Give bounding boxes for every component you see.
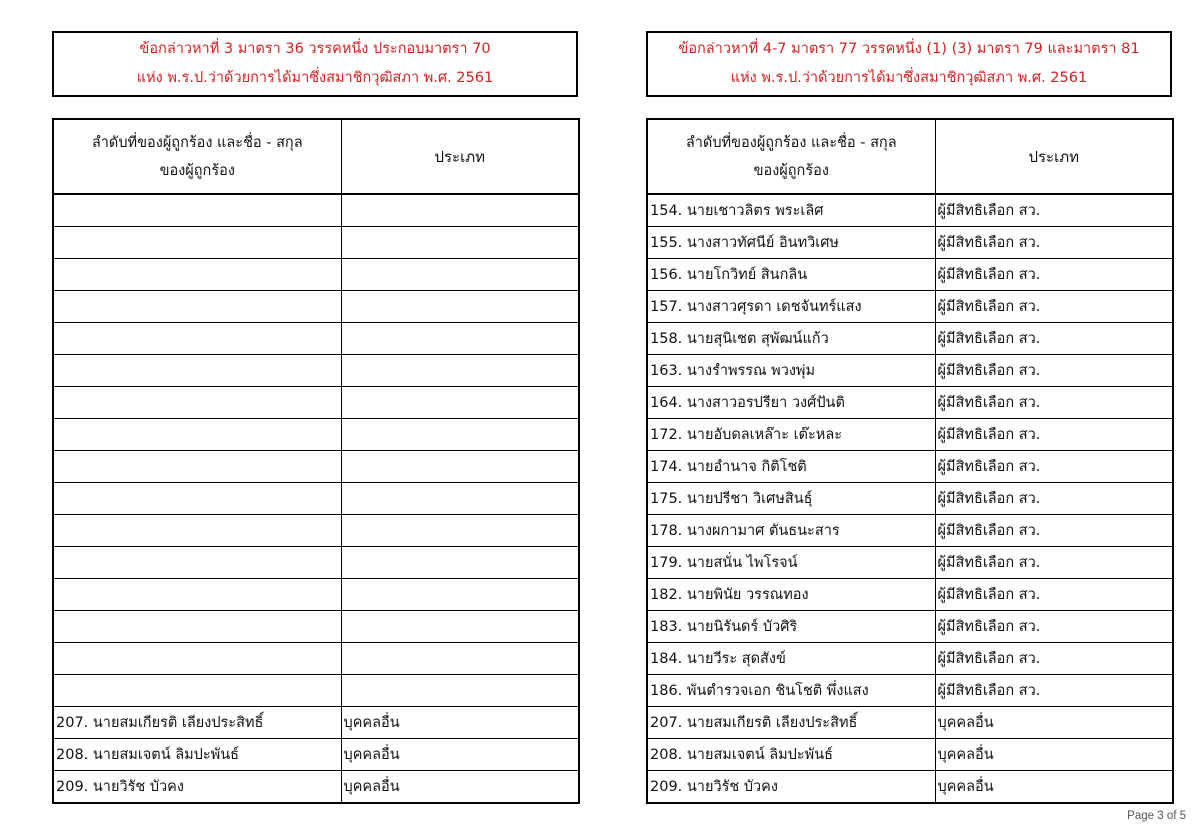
table-row bbox=[53, 675, 579, 707]
respondent-name-cell bbox=[53, 355, 341, 387]
respondent-name-cell: 207. นายสมเกียรติ เลียงประสิทธิ์ bbox=[53, 707, 341, 739]
respondent-type-cell: บุคคลอื่น bbox=[935, 771, 1173, 804]
table-row bbox=[647, 291, 1173, 323]
respondent-name-cell bbox=[53, 387, 341, 419]
respondent-name-cell bbox=[53, 194, 341, 227]
left-header-line-2: แห่ง พ.ร.ป.ว่าด้วยการได้มาซึ่งสมาชิกวุฒิสภา พ.ศ. 2561 bbox=[136, 70, 494, 86]
table-row bbox=[53, 515, 579, 547]
respondent-type-cell: บุคคลอื่น bbox=[341, 739, 579, 771]
respondent-type-cell: ผู้มีสิทธิเลือก สว. bbox=[935, 547, 1173, 579]
respondent-name-cell bbox=[53, 515, 341, 547]
respondent-type-cell bbox=[341, 291, 579, 323]
respondent-name-cell: 172. นายอับดลเหล๊าะ เต๊ะหละ bbox=[647, 419, 935, 451]
respondent-name-cell bbox=[53, 227, 341, 259]
respondent-type-cell bbox=[341, 643, 579, 675]
respondent-name-cell: 183. นายนิรันดร์ บัวศิริ bbox=[647, 611, 935, 643]
table-row bbox=[647, 227, 1173, 259]
respondent-type-cell: ผู้มีสิทธิเลือก สว. bbox=[935, 355, 1173, 387]
respondent-name-cell bbox=[53, 291, 341, 323]
respondent-type-cell bbox=[341, 194, 579, 227]
name-column-header-line-1: ลำดับที่ของผู้ถูกร้อง และชื่อ - สกุล bbox=[91, 134, 303, 151]
respondent-name-cell bbox=[53, 483, 341, 515]
table-row bbox=[53, 611, 579, 643]
respondent-name-cell: 209. นายวิรัช บัวคง bbox=[647, 771, 935, 804]
respondent-type-cell: ผู้มีสิทธิเลือก สว. bbox=[935, 227, 1173, 259]
table-row bbox=[647, 259, 1173, 291]
respondent-type-cell: บุคคลอื่น bbox=[341, 771, 579, 804]
table-row bbox=[647, 355, 1173, 387]
table-row bbox=[53, 579, 579, 611]
respondent-type-cell: ผู้มีสิทธิเลือก สว. bbox=[935, 611, 1173, 643]
table-row bbox=[647, 547, 1173, 579]
table-row bbox=[53, 451, 579, 483]
respondent-type-cell bbox=[341, 611, 579, 643]
respondent-type-cell bbox=[341, 323, 579, 355]
respondent-type-cell: ผู้มีสิทธิเลือก สว. bbox=[935, 483, 1173, 515]
respondent-name-cell: 155. นางสาวทัศนีย์ อินทวิเศษ bbox=[647, 227, 935, 259]
name-column-header bbox=[53, 119, 341, 194]
left-allegation-header bbox=[52, 31, 578, 97]
table-row bbox=[53, 387, 579, 419]
table-row bbox=[647, 643, 1173, 675]
respondent-name-cell: 209. นายวิรัช บัวคง bbox=[53, 771, 341, 804]
respondent-type-cell: ผู้มีสิทธิเลือก สว. bbox=[935, 515, 1173, 547]
table-row bbox=[53, 483, 579, 515]
respondent-name-cell bbox=[53, 675, 341, 707]
table-row bbox=[647, 419, 1173, 451]
table-row bbox=[647, 771, 1173, 804]
respondent-name-cell: 158. นายสุนิเชต สุพัฒน์แก้ว bbox=[647, 323, 935, 355]
left-respondent-table bbox=[52, 118, 580, 804]
respondent-name-cell: 182. นายพินัย วรรณทอง bbox=[647, 579, 935, 611]
respondent-name-cell: 164. นางสาวอรปรียา วงศ์ปันติ bbox=[647, 387, 935, 419]
page-number: Page 3 of 5 bbox=[1127, 810, 1186, 822]
table-row bbox=[647, 707, 1173, 739]
respondent-type-cell: บุคคลอื่น bbox=[341, 707, 579, 739]
name-column-header bbox=[647, 119, 935, 194]
respondent-name-cell: 208. นายสมเจตน์ ลิมปะพันธ์ bbox=[647, 739, 935, 771]
respondent-type-cell: ผู้มีสิทธิเลือก สว. bbox=[935, 579, 1173, 611]
name-column-header-line-2: ของผู้ถูกร้อง bbox=[159, 162, 235, 179]
right-allegation-header bbox=[646, 31, 1172, 97]
table-header-row bbox=[647, 119, 1173, 194]
table-row bbox=[53, 194, 579, 227]
respondent-type-cell: ผู้มีสิทธิเลือก สว. bbox=[935, 387, 1173, 419]
table-row bbox=[647, 675, 1173, 707]
table-row bbox=[53, 643, 579, 675]
table-row bbox=[647, 483, 1173, 515]
table-row bbox=[53, 739, 579, 771]
table-row bbox=[53, 291, 579, 323]
table-row bbox=[647, 579, 1173, 611]
table-row bbox=[647, 739, 1173, 771]
respondent-name-cell: 154. นายเชาวลิตร พระเลิศ bbox=[647, 194, 935, 227]
respondent-name-cell: 174. นายอำนาจ กิติโชติ bbox=[647, 451, 935, 483]
respondent-type-cell: ผู้มีสิทธิเลือก สว. bbox=[935, 451, 1173, 483]
right-respondent-table bbox=[646, 118, 1174, 804]
respondent-name-cell: 208. นายสมเจตน์ ลิมปะพันธ์ bbox=[53, 739, 341, 771]
respondent-name-cell bbox=[53, 323, 341, 355]
name-column-header-line-2: ของผู้ถูกร้อง bbox=[753, 162, 829, 179]
table-row bbox=[53, 547, 579, 579]
respondent-type-cell bbox=[341, 515, 579, 547]
respondent-name-cell: 184. นายวีระ สุดสังข์ bbox=[647, 643, 935, 675]
table-row bbox=[53, 771, 579, 804]
table-row bbox=[53, 419, 579, 451]
respondent-type-cell: ผู้มีสิทธิเลือก สว. bbox=[935, 259, 1173, 291]
respondent-name-cell bbox=[53, 611, 341, 643]
respondent-name-cell bbox=[53, 419, 341, 451]
respondent-type-cell bbox=[341, 579, 579, 611]
table-row bbox=[53, 259, 579, 291]
table-row bbox=[53, 355, 579, 387]
table-row bbox=[647, 451, 1173, 483]
name-column-header-line-1: ลำดับที่ของผู้ถูกร้อง และชื่อ - สกุล bbox=[685, 134, 897, 151]
respondent-name-cell bbox=[53, 579, 341, 611]
table-header-row bbox=[53, 119, 579, 194]
respondent-type-cell: ผู้มีสิทธิเลือก สว. bbox=[935, 323, 1173, 355]
respondent-type-cell bbox=[341, 259, 579, 291]
respondent-name-cell: 179. นายสนั่น ไพโรจน์ bbox=[647, 547, 935, 579]
table-row bbox=[647, 387, 1173, 419]
table-row bbox=[53, 323, 579, 355]
right-header-line-2: แห่ง พ.ร.ป.ว่าด้วยการได้มาซึ่งสมาชิกวุฒิสภา พ.ศ. 2561 bbox=[730, 70, 1088, 86]
respondent-type-cell: บุคคลอื่น bbox=[935, 707, 1173, 739]
respondent-type-cell bbox=[341, 675, 579, 707]
left-header-line-1: ข้อกล่าวหาที่ 3 มาตรา 36 วรรคหนึ่ง ประกอบมาตรา 70 bbox=[139, 41, 491, 57]
table-row bbox=[647, 194, 1173, 227]
respondent-name-cell: 178. นางผกามาศ ตันธนะสาร bbox=[647, 515, 935, 547]
respondent-name-cell: 163. นางรำพรรณ พวงพุ่ม bbox=[647, 355, 935, 387]
type-column-header: ประเภท bbox=[341, 119, 579, 194]
respondent-name-cell: 156. นายโกวิทย์ สินกลิน bbox=[647, 259, 935, 291]
respondent-type-cell bbox=[341, 387, 579, 419]
respondent-type-cell: บุคคลอื่น bbox=[935, 739, 1173, 771]
right-header-line-1: ข้อกล่าวหาที่ 4-7 มาตรา 77 วรรคหนึ่ง (1) (3) มาตรา 79 และมาตรา 81 bbox=[678, 41, 1140, 57]
respondent-type-cell bbox=[341, 227, 579, 259]
respondent-name-cell: 207. นายสมเกียรติ เลียงประสิทธิ์ bbox=[647, 707, 935, 739]
table-row bbox=[53, 707, 579, 739]
table-row bbox=[53, 227, 579, 259]
respondent-type-cell: ผู้มีสิทธิเลือก สว. bbox=[935, 291, 1173, 323]
respondent-type-cell: ผู้มีสิทธิเลือก สว. bbox=[935, 675, 1173, 707]
respondent-type-cell bbox=[341, 355, 579, 387]
respondent-name-cell: 186. พันตำรวจเอก ชินโชติ พึ่งแสง bbox=[647, 675, 935, 707]
respondent-name-cell: 175. นายปรีชา วิเศษสินธุ์ bbox=[647, 483, 935, 515]
respondent-name-cell bbox=[53, 547, 341, 579]
respondent-name-cell bbox=[53, 451, 341, 483]
respondent-name-cell bbox=[53, 643, 341, 675]
respondent-type-cell: ผู้มีสิทธิเลือก สว. bbox=[935, 643, 1173, 675]
table-row bbox=[647, 323, 1173, 355]
respondent-type-cell bbox=[341, 419, 579, 451]
respondent-type-cell: ผู้มีสิทธิเลือก สว. bbox=[935, 194, 1173, 227]
table-row bbox=[647, 515, 1173, 547]
respondent-name-cell bbox=[53, 259, 341, 291]
type-column-header: ประเภท bbox=[935, 119, 1173, 194]
table-row bbox=[647, 611, 1173, 643]
respondent-name-cell: 157. นางสาวศุรดา เดชจันทร์แสง bbox=[647, 291, 935, 323]
respondent-type-cell bbox=[341, 451, 579, 483]
respondent-type-cell: ผู้มีสิทธิเลือก สว. bbox=[935, 419, 1173, 451]
respondent-type-cell bbox=[341, 547, 579, 579]
respondent-type-cell bbox=[341, 483, 579, 515]
